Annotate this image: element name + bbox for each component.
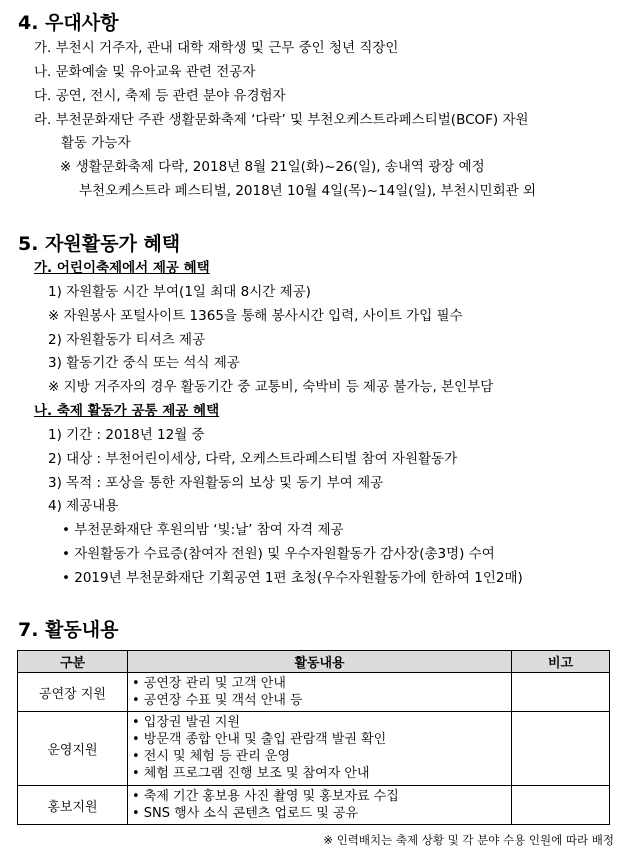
s5-bullet-2: • 자원활동가 수료증(참여자 전원) 및 우수자원활동가 감사장(총3명) 수여 — [62, 546, 495, 562]
section-7-title: 7. 활동내용 — [18, 619, 119, 641]
activity-item: • 체험 프로그램 진행 보조 및 참여자 안내 — [132, 766, 370, 781]
row-category: 공연장 지원 — [18, 673, 128, 712]
header-category: 구분 — [18, 651, 128, 673]
row-activities — [128, 712, 512, 786]
section-4-title: 4. 우대사항 — [18, 12, 119, 34]
s5-b-item-3: 3) 목적 : 포상을 통한 자원활동의 보상 및 동기 부여 제공 — [48, 475, 384, 491]
activity-item: • SNS 행사 소식 콘텐츠 업로드 및 공유 — [132, 806, 359, 821]
row-category: 운영지원 — [18, 712, 128, 786]
s4-item-ra-cont: 활동 가능자 — [61, 135, 131, 151]
s5-a-note-1: ※ 자원봉사 포털사이트 1365을 통해 봉사시간 입력, 사이트 가입 필수 — [48, 308, 463, 324]
table-row — [18, 673, 610, 712]
activity-item: • 방문객 종합 안내 및 출입 관람객 발권 확인 — [132, 732, 387, 747]
s5-bullet-1: • 부천문화재단 후원의밤 ‘빛:날’ 참여 자격 제공 — [62, 522, 344, 538]
row-remarks — [512, 712, 610, 786]
table-row — [18, 712, 610, 786]
s4-note-1: ※ 생활문화축제 다락, 2018년 8월 21일(화)~26(일), 송내역 광장 예정 — [60, 159, 485, 175]
row-category: 홍보지원 — [18, 786, 128, 825]
s5-b-item-1: 1) 기간 : 2018년 12월 중 — [48, 427, 205, 443]
s5-a-item-2: 2) 자원활동가 티셔츠 제공 — [48, 332, 206, 348]
table-header-row — [18, 651, 610, 673]
s5-subheading-b: 나. 축제 활동가 공통 제공 혜택 — [34, 403, 220, 419]
s4-item-ga: 가. 부천시 거주자, 관내 대학 재학생 및 근무 중인 청년 직장인 — [34, 40, 399, 56]
s4-note-2: 부천오케스트라 페스티벌, 2018년 10월 4일(목)~14일(일), 부천시민회관 외 — [79, 183, 536, 199]
table-row — [18, 786, 610, 825]
header-activity: 활동내용 — [128, 651, 512, 673]
s5-subheading-a: 가. 어린이축제에서 제공 혜택 — [34, 260, 210, 276]
section-5-title: 5. 자원활동가 혜택 — [18, 233, 181, 255]
s5-a-item-1: 1) 자원활동 시간 부여(1일 최대 8시간 제공) — [48, 284, 311, 300]
s5-a-item-3: 3) 활동기간 중식 또는 석식 제공 — [48, 355, 240, 371]
activity-item: • 전시 및 체험 등 관리 운영 — [132, 749, 291, 764]
activity-item: • 축제 기간 홍보용 사진 촬영 및 홍보자료 수집 — [132, 789, 399, 804]
row-remarks — [512, 673, 610, 712]
activity-item: • 공연장 수표 및 객석 안내 등 — [132, 693, 303, 708]
activity-item: • 공연장 관리 및 고객 안내 — [132, 676, 286, 691]
s4-item-ra: 라. 부천문화재단 주관 생활문화축제 ‘다락’ 및 부천오케스트라페스티벌(BCOF) 자원 — [34, 112, 529, 128]
s5-a-note-2: ※ 지방 거주자의 경우 활동기간 중 교통비, 숙박비 등 제공 불가능, 본인부담 — [48, 379, 494, 395]
s5-bullet-3: • 2019년 부천문화재단 기획공연 1편 초청(우수자원활동가에 한하여 1인2매) — [62, 570, 523, 586]
row-activities — [128, 673, 512, 712]
s4-item-na: 나. 문화예술 및 유아교육 관련 전공자 — [34, 64, 256, 80]
s5-b-item-2: 2) 대상 : 부천어린이세상, 다락, 오케스트라페스티벌 참여 자원활동가 — [48, 451, 458, 467]
activity-table — [17, 650, 610, 825]
row-activities — [128, 786, 512, 825]
table-footnote: ※ 인력배치는 축제 상황 및 각 분야 수용 인원에 따라 배정 — [323, 833, 614, 847]
s5-b-item-4: 4) 제공내용 — [48, 498, 119, 514]
s4-item-da: 다. 공연, 전시, 축제 등 관련 분야 유경험자 — [34, 88, 286, 104]
row-remarks — [512, 786, 610, 825]
header-remarks: 비고 — [512, 651, 610, 673]
activity-item: • 입장권 발권 지원 — [132, 715, 240, 730]
